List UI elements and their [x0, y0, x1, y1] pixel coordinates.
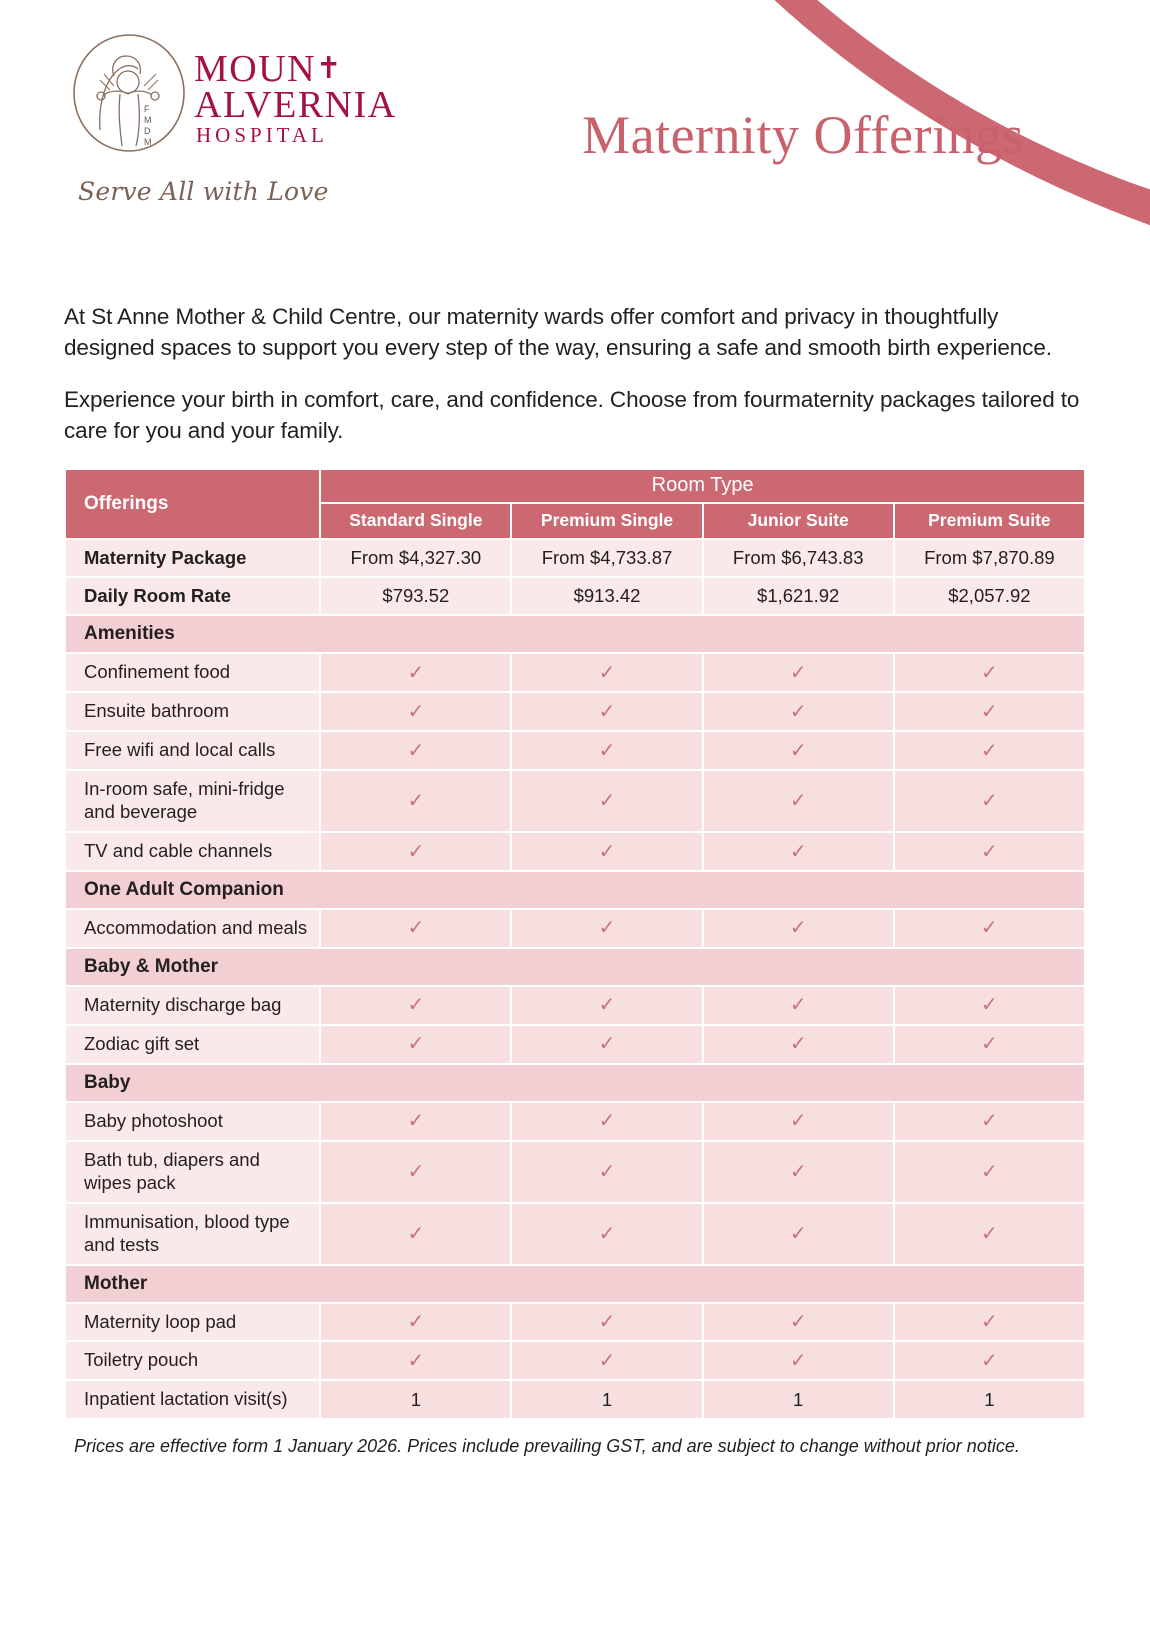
brand-wordmark: [194, 47, 397, 147]
cell-free-wifi-premium-suite: ✓: [895, 732, 1084, 769]
column-header-premium-suite: Premium Suite: [895, 504, 1084, 538]
cell-maternity-package-premium-single: From $4,733.87: [512, 540, 701, 576]
cell-baby-photoshoot-premium-single: ✓: [512, 1103, 701, 1140]
table-row: [66, 578, 1084, 614]
cell-loop-pad-premium-single: ✓: [512, 1304, 701, 1341]
hospital-emblem-icon: [70, 30, 188, 165]
table-row: [66, 771, 1084, 831]
cell-loop-pad-standard-single: ✓: [321, 1304, 510, 1341]
price-disclaimer-footnote: Prices are effective form 1 January 2026. Prices include prevailing GST, and are subject to change without prior notice.: [74, 1436, 1020, 1457]
section-title-baby-and-mother: Baby & Mother: [66, 949, 1084, 985]
cell-toiletry-pouch-premium-single: ✓: [512, 1342, 701, 1379]
offerings-table-container: [64, 468, 1086, 1420]
table-row: [66, 1142, 1084, 1202]
cell-zodiac-gift-standard-single: ✓: [321, 1026, 510, 1063]
cell-daily-room-rate-premium-suite: $2,057.92: [895, 578, 1084, 614]
row-label-maternity-package: Maternity Package: [66, 540, 319, 576]
row-label-tv-and-cable-channels: TV and cable channels: [66, 833, 319, 870]
table-group-header-room-type: Room Type: [321, 470, 1084, 502]
cell-lactation-visits-standard-single: 1: [321, 1381, 510, 1418]
cell-free-wifi-standard-single: ✓: [321, 732, 510, 769]
offerings-table: [64, 468, 1086, 1420]
cell-baby-photoshoot-junior-suite: ✓: [704, 1103, 893, 1140]
cell-maternity-package-premium-suite: From $7,870.89: [895, 540, 1084, 576]
brand-wordmark-line3: HOSPITAL: [196, 122, 328, 147]
section-title-one-adult-companion: One Adult Companion: [66, 872, 1084, 908]
row-label-daily-room-rate: Daily Room Rate: [66, 578, 319, 614]
cell-discharge-bag-standard-single: ✓: [321, 987, 510, 1024]
brand-tagline: Serve All with Love: [78, 177, 329, 206]
svg-text:F: F: [144, 104, 150, 114]
cell-free-wifi-junior-suite: ✓: [704, 732, 893, 769]
table-corner-header: Offerings: [66, 470, 319, 538]
cell-ensuite-bathroom-premium-suite: ✓: [895, 693, 1084, 730]
cell-in-room-safe-premium-suite: ✓: [895, 771, 1084, 831]
table-row: [66, 1342, 1084, 1379]
cell-free-wifi-premium-single: ✓: [512, 732, 701, 769]
cell-confinement-food-premium-single: ✓: [512, 654, 701, 691]
table-row: [66, 833, 1084, 870]
row-label-maternity-discharge-bag: Maternity discharge bag: [66, 987, 319, 1024]
brand-wordmark-line2: ALVERNIA: [194, 83, 397, 126]
row-label-confinement-food: Confinement food: [66, 654, 319, 691]
section-title-baby: Baby: [66, 1065, 1084, 1101]
cell-confinement-food-junior-suite: ✓: [704, 654, 893, 691]
page-title: Maternity Offerings: [582, 105, 1024, 165]
row-label-immunisation-blood-type-and-tests: Immunisation, blood type and tests: [66, 1204, 319, 1264]
section-header-row: [66, 1266, 1084, 1302]
column-header-premium-single: Premium Single: [512, 504, 701, 538]
cell-bath-tub-premium-single: ✓: [512, 1142, 701, 1202]
cell-discharge-bag-premium-suite: ✓: [895, 987, 1084, 1024]
intro-text-block: [64, 280, 1086, 446]
cell-accommodation-premium-single: ✓: [512, 910, 701, 947]
cell-immunisation-junior-suite: ✓: [704, 1204, 893, 1264]
cell-zodiac-gift-junior-suite: ✓: [704, 1026, 893, 1063]
table-row: [66, 1381, 1084, 1418]
cell-loop-pad-junior-suite: ✓: [704, 1304, 893, 1341]
row-label-toiletry-pouch: Toiletry pouch: [66, 1342, 319, 1379]
cell-toiletry-pouch-standard-single: ✓: [321, 1342, 510, 1379]
cell-lactation-visits-premium-suite: 1: [895, 1381, 1084, 1418]
section-header-row: [66, 1065, 1084, 1101]
table-row: [66, 1304, 1084, 1341]
cell-immunisation-premium-suite: ✓: [895, 1204, 1084, 1264]
cell-in-room-safe-standard-single: ✓: [321, 771, 510, 831]
cell-bath-tub-junior-suite: ✓: [704, 1142, 893, 1202]
cell-accommodation-premium-suite: ✓: [895, 910, 1084, 947]
cell-in-room-safe-junior-suite: ✓: [704, 771, 893, 831]
table-row: [66, 732, 1084, 769]
cell-lactation-visits-junior-suite: 1: [704, 1381, 893, 1418]
table-row: [66, 1204, 1084, 1264]
cell-toiletry-pouch-junior-suite: ✓: [704, 1342, 893, 1379]
cell-maternity-package-junior-suite: From $6,743.83: [704, 540, 893, 576]
table-row: [66, 910, 1084, 947]
cell-accommodation-standard-single: ✓: [321, 910, 510, 947]
cell-lactation-visits-premium-single: 1: [512, 1381, 701, 1418]
cell-tv-cable-premium-suite: ✓: [895, 833, 1084, 870]
row-label-free-wifi-and-local-calls: Free wifi and local calls: [66, 732, 319, 769]
cell-discharge-bag-junior-suite: ✓: [704, 987, 893, 1024]
cell-toiletry-pouch-premium-suite: ✓: [895, 1342, 1084, 1379]
brand-logo-block: [70, 30, 470, 206]
row-label-accommodation-and-meals: Accommodation and meals: [66, 910, 319, 947]
table-body: [66, 540, 1084, 1418]
row-label-baby-photoshoot: Baby photoshoot: [66, 1103, 319, 1140]
row-label-maternity-loop-pad: Maternity loop pad: [66, 1304, 319, 1341]
cell-baby-photoshoot-premium-suite: ✓: [895, 1103, 1084, 1140]
table-header: [66, 470, 1084, 538]
section-header-row: [66, 872, 1084, 908]
intro-paragraph-1: At St Anne Mother & Child Centre, our maternity wards offer comfort and privacy in thoughtfully designed spaces to support you every step of the way, ensuring a safe and smooth birth experience.: [64, 304, 1052, 360]
page-header: [0, 0, 1150, 280]
table-row: [66, 654, 1084, 691]
cell-ensuite-bathroom-junior-suite: ✓: [704, 693, 893, 730]
cell-daily-room-rate-premium-single: $913.42: [512, 578, 701, 614]
row-label-bath-tub-diapers-and-wipes-pack: Bath tub, diapers and wipes pack: [66, 1142, 319, 1202]
brand-wordmark-line1: MOUN✝: [194, 47, 343, 90]
cell-confinement-food-premium-suite: ✓: [895, 654, 1084, 691]
column-header-junior-suite: Junior Suite: [704, 504, 893, 538]
row-label-inpatient-lactation-visits: Inpatient lactation visit(s): [66, 1381, 319, 1418]
svg-text:M: M: [144, 137, 152, 147]
section-header-row: [66, 949, 1084, 985]
intro-paragraph-2: Experience your birth in comfort, care, and confidence. Choose from fourmaternity packages tailored to care for you and your family.: [64, 387, 1080, 443]
table-row: [66, 1103, 1084, 1140]
cell-daily-room-rate-standard-single: $793.52: [321, 578, 510, 614]
table-header-row-group: [66, 470, 1084, 502]
svg-text:D: D: [144, 126, 151, 136]
cell-baby-photoshoot-standard-single: ✓: [321, 1103, 510, 1140]
section-title-amenities: Amenities: [66, 616, 1084, 652]
table-row: [66, 1026, 1084, 1063]
cell-immunisation-premium-single: ✓: [512, 1204, 701, 1264]
cell-accommodation-junior-suite: ✓: [704, 910, 893, 947]
cell-ensuite-bathroom-premium-single: ✓: [512, 693, 701, 730]
cell-discharge-bag-premium-single: ✓: [512, 987, 701, 1024]
cell-zodiac-gift-premium-single: ✓: [512, 1026, 701, 1063]
cell-ensuite-bathroom-standard-single: ✓: [321, 693, 510, 730]
cell-loop-pad-premium-suite: ✓: [895, 1304, 1084, 1341]
row-label-ensuite-bathroom: Ensuite bathroom: [66, 693, 319, 730]
section-header-row: [66, 616, 1084, 652]
column-header-standard-single: Standard Single: [321, 504, 510, 538]
cell-maternity-package-standard-single: From $4,327.30: [321, 540, 510, 576]
cell-bath-tub-premium-suite: ✓: [895, 1142, 1084, 1202]
cell-confinement-food-standard-single: ✓: [321, 654, 510, 691]
cell-zodiac-gift-premium-suite: ✓: [895, 1026, 1084, 1063]
cross-icon: ✝: [316, 51, 343, 85]
row-label-zodiac-gift-set: Zodiac gift set: [66, 1026, 319, 1063]
table-row: [66, 693, 1084, 730]
cell-bath-tub-standard-single: ✓: [321, 1142, 510, 1202]
cell-tv-cable-junior-suite: ✓: [704, 833, 893, 870]
cell-daily-room-rate-junior-suite: $1,621.92: [704, 578, 893, 614]
table-row: [66, 540, 1084, 576]
table-row: [66, 987, 1084, 1024]
cell-tv-cable-standard-single: ✓: [321, 833, 510, 870]
svg-text:M: M: [144, 115, 152, 125]
cell-immunisation-standard-single: ✓: [321, 1204, 510, 1264]
cell-tv-cable-premium-single: ✓: [512, 833, 701, 870]
section-title-mother: Mother: [66, 1266, 1084, 1302]
row-label-in-room-safe-mini-fridge-and-beverage: In-room safe, mini-fridge and beverage: [66, 771, 319, 831]
cell-in-room-safe-premium-single: ✓: [512, 771, 701, 831]
